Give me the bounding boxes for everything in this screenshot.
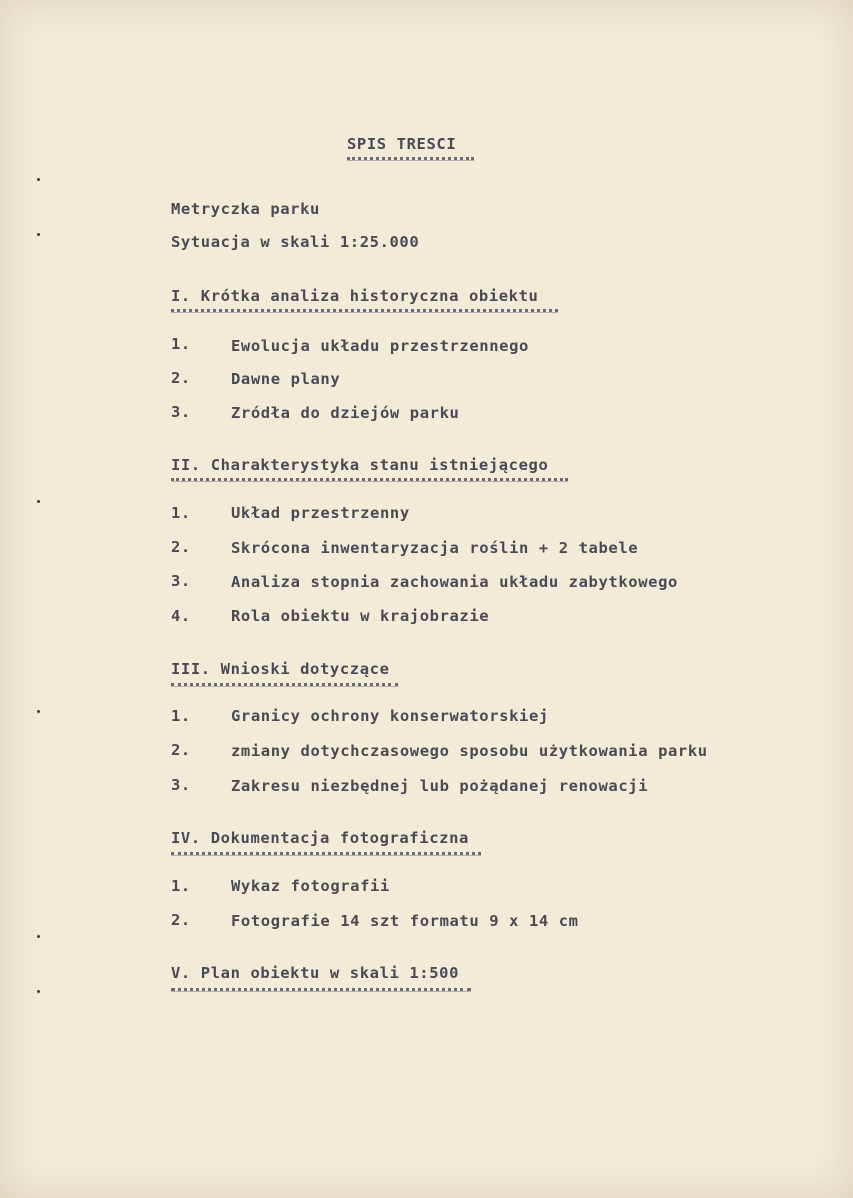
section-heading: III. Wnioski dotyczące <box>171 660 390 678</box>
list-item: Fotografie 14 szt formatu 9 x 14 cm <box>231 912 579 930</box>
item-number: 2. <box>171 538 191 556</box>
list-item: Skrócona inwentaryzacja roślin + 2 tabele <box>231 539 639 557</box>
item-number: 1. <box>171 707 191 725</box>
intro-line: Metryczka parku <box>171 200 320 218</box>
punch-mark <box>37 935 40 938</box>
punch-mark <box>37 990 40 993</box>
punch-mark <box>37 178 40 181</box>
section-heading: V. Plan obiektu w skali 1:500 <box>171 964 460 982</box>
section-heading: IV. Dokumentacja fotograficzna <box>171 829 469 847</box>
item-number: 3. <box>171 776 191 794</box>
page-title: SPIS TRESCI <box>347 135 457 153</box>
list-item: Analiza stopnia zachowania układu zabytkowego <box>231 573 678 591</box>
list-item: Ewolucja układu przestrzennego <box>231 337 529 355</box>
section-heading: II. Charakterystyka stanu istniejącego <box>171 456 549 474</box>
title-underline <box>347 157 474 160</box>
list-item: Zródła do dziejów parku <box>231 404 460 422</box>
punch-mark <box>37 233 40 236</box>
list-item: Granicy ochrony konserwatorskiej <box>231 707 549 725</box>
section-underline <box>171 683 398 686</box>
list-item: Wykaz fotografii <box>231 877 390 895</box>
item-number: 2. <box>171 911 191 929</box>
punch-mark <box>37 500 40 503</box>
punch-mark <box>37 710 40 713</box>
section-underline <box>171 988 471 991</box>
item-number: 3. <box>171 572 191 590</box>
section-underline <box>171 478 568 481</box>
section-underline <box>171 309 558 312</box>
item-number: 4. <box>171 607 191 625</box>
section-heading: I. Krótka analiza historyczna obiektu <box>171 287 539 305</box>
list-item: Zakresu niezbędnej lub pożądanej renowacji <box>231 777 649 795</box>
item-number: 3. <box>171 403 191 421</box>
item-number: 1. <box>171 504 191 522</box>
list-item: Układ przestrzenny <box>231 504 410 522</box>
item-number: 1. <box>171 335 191 353</box>
item-number: 1. <box>171 877 191 895</box>
list-item: Rola obiektu w krajobrazie <box>231 607 490 625</box>
section-underline <box>171 852 481 855</box>
list-item: Dawne plany <box>231 370 341 388</box>
intro-line: Sytuacja w skali 1:25.000 <box>171 233 420 251</box>
item-number: 2. <box>171 369 191 387</box>
list-item: zmiany dotychczasowego sposobu użytkowania parku <box>231 742 708 760</box>
item-number: 2. <box>171 741 191 759</box>
